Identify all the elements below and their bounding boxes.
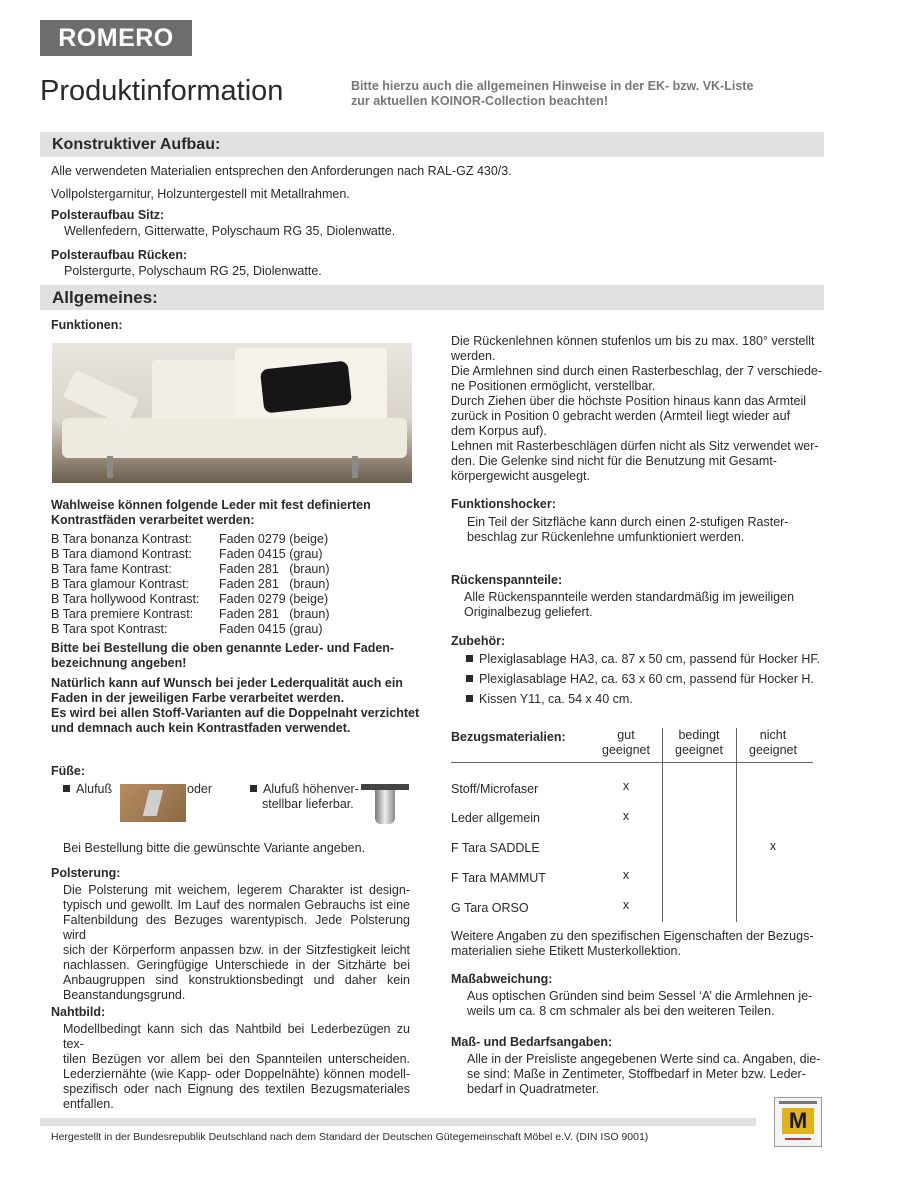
fuss-hint: Bei Bestellung bitte die gewünschte Variante angeben. xyxy=(63,841,366,855)
col-header-gut xyxy=(590,728,662,758)
rueckenspannteile-text xyxy=(464,590,794,620)
label-funktionshocker: Funktionshocker: xyxy=(451,497,556,511)
text-line: beschlag zur Rückenlehne umfunktioniert werden. xyxy=(467,530,745,544)
leder-list xyxy=(51,532,330,637)
text-polsteraufbau-ruecken: Polstergurte, Polyschaum RG 25, Diolenwatte. xyxy=(64,264,322,278)
cell-gut: x xyxy=(622,809,630,823)
header-hint xyxy=(351,79,771,109)
hint-line: zur aktuellen KOINOR-Collection beachten! xyxy=(351,94,608,108)
bullet-square-icon xyxy=(63,785,70,792)
fuss-option-2 xyxy=(250,782,359,812)
weitere-text xyxy=(451,929,814,959)
faden-value: Faden 0415 (grau) xyxy=(219,622,323,636)
text-line: Kontrastfäden verarbeitet werden: xyxy=(51,513,255,527)
sofa-image xyxy=(52,343,412,483)
text-line: bedingt xyxy=(678,728,720,742)
bestellung-hint xyxy=(51,641,394,671)
leder-name: B Tara premiere Kontrast: xyxy=(51,607,194,621)
leder-name: B Tara spot Kontrast: xyxy=(51,622,168,636)
text-line: den. Die Gelenke sind nicht für die Benutzung mit Gesamt- xyxy=(451,454,777,468)
label-polsteraufbau-ruecken: Polsteraufbau Rücken: xyxy=(51,248,188,262)
text-line: Weitere Angaben zu den spezifischen Eigenschaften der Bezugs- xyxy=(451,929,814,943)
text-line: bedarf in Quadratmeter. xyxy=(467,1082,600,1096)
label-massabweichung: Maßabweichung: xyxy=(451,972,553,986)
faden-value: Faden 281 (braun) xyxy=(219,577,330,591)
bezug-table xyxy=(451,728,823,924)
alufuss-image xyxy=(120,784,186,822)
text-line: Die Armlehnen sind durch einen Rasterbeschlag, der 7 verschiede- xyxy=(451,364,823,378)
list-item-text: Plexiglasablage HA2, ca. 63 x 60 cm, passend für Hocker H. xyxy=(479,672,814,686)
text-line: Faltenbildung des Bezuges warentypisch. Jede Polsterung wird xyxy=(63,913,410,942)
text-line: körpergewicht ausgelegt. xyxy=(451,469,590,483)
section-heading-konstruktiv: Konstruktiver Aufbau: xyxy=(40,132,824,157)
text-line: se sind: Maße in Zentimeter, Stoffbedarf in Meter bzw. Leder- xyxy=(467,1067,806,1081)
label-bedarfsangaben: Maß- und Bedarfsangaben: xyxy=(451,1035,613,1049)
text-line: Aus optischen Gründen sind beim Sessel ‘A’ die Armlehnen je- xyxy=(467,989,813,1003)
fuss-label: Alufuß xyxy=(76,782,113,796)
text-line: Modellbedingt kann sich das Nahtbild bei Lederbezügen zu tex- xyxy=(63,1022,410,1051)
text-line: geeignet xyxy=(675,743,723,757)
leder-intro xyxy=(51,498,411,528)
cell-gut: x xyxy=(622,779,630,793)
list-item xyxy=(51,592,330,607)
text-line: und demnach auch kein Kontrastfaden verwendet. xyxy=(51,721,351,735)
funktionshocker-text xyxy=(467,515,788,545)
label-nahtbild: Nahtbild: xyxy=(51,1005,106,1019)
list-item xyxy=(466,692,820,707)
list-item-text: Kissen Y11, ca. 54 x 40 cm. xyxy=(479,692,633,706)
text-line: ne Positionen ermöglicht, verstellbar. xyxy=(451,379,656,393)
label-rueckenspannteile: Rückenspannteile: xyxy=(451,573,563,587)
natuerlich-text xyxy=(51,676,419,736)
table-divider xyxy=(736,728,737,922)
list-item xyxy=(51,562,330,577)
text-line: zurück in Position 0 gebracht werden (Armteil liegt wieder auf xyxy=(451,409,791,423)
leder-name: B Tara bonanza Kontrast: xyxy=(51,532,192,546)
brand-label: ROMERO xyxy=(40,20,192,56)
text-line: Originalbezug geliefert. xyxy=(464,605,593,619)
cell-gut: x xyxy=(622,898,630,912)
col-header-nicht xyxy=(737,728,809,758)
text-line: tilen Bezügen vor allem bei den Spannteilen unterscheiden. xyxy=(63,1052,410,1066)
faden-value: Faden 0279 (beige) xyxy=(219,532,329,546)
text-line: Beanstandungsgrund. xyxy=(63,988,186,1002)
oder-text: oder xyxy=(187,782,213,796)
text-line: typisch und gewollt. Im Lauf des normalen Gebrauchs ist eine xyxy=(63,898,410,912)
table-row-label: G Tara ORSO xyxy=(451,901,529,915)
table-row-label: F Tara SADDLE xyxy=(451,841,540,855)
footer-divider xyxy=(40,1118,756,1126)
bullet-square-icon xyxy=(466,695,473,702)
text-line: entfallen. xyxy=(63,1097,114,1111)
fuss-label: Alufuß höhenver- xyxy=(263,782,359,796)
list-item xyxy=(51,622,330,637)
faden-value: Faden 0279 (beige) xyxy=(219,592,329,606)
leder-name: B Tara glamour Kontrast: xyxy=(51,577,190,591)
list-item xyxy=(51,577,330,592)
alufuss-hoehenverstellbar-image xyxy=(361,784,409,828)
text-line: weils um ca. 8 cm schmaler als bei den weiteren Teilen. xyxy=(467,1004,775,1018)
funktionen-text xyxy=(451,334,823,484)
zubehoer-list xyxy=(466,652,820,707)
text-line: Natürlich kann auf Wunsch bei jeder Lederqualität auch ein xyxy=(51,676,403,690)
text-line: werden. xyxy=(451,349,496,363)
text-line: nachlassen. Geringfügige Unterschiede in der Sitzhärte bei xyxy=(63,958,410,972)
page-title: Produktinformation xyxy=(40,75,284,107)
table-divider xyxy=(662,728,663,922)
hint-line: Bitte hierzu auch die allgemeinen Hinweise in der EK- bzw. VK-Liste xyxy=(351,79,754,93)
text-line: Anbaugruppen sind konstruktionsbedingt und daher kein xyxy=(63,973,410,987)
text-line: bezeichnung angeben! xyxy=(51,656,187,670)
text-line: Alle in der Preisliste angegebenen Werte sind ca. Angaben, die- xyxy=(467,1052,821,1066)
section-heading-allgemeines: Allgemeines: xyxy=(40,285,824,310)
label-bezugsmaterialien: Bezugsmaterialien: xyxy=(451,730,566,744)
table-divider xyxy=(451,762,813,763)
label-zubehoer: Zubehör: xyxy=(451,634,506,648)
paragraph: Vollpolstergarnitur, Holzuntergestell mit Metallrahmen. xyxy=(51,187,350,201)
bedarfsangaben-text xyxy=(467,1052,820,1097)
text-line: Alle Rückenspannteile werden standardmäßig im jeweiligen xyxy=(464,590,795,604)
cell-nicht: x xyxy=(769,839,777,853)
text-line: Ein Teil der Sitzfläche kann durch einen 2-stufigen Raster- xyxy=(467,515,789,529)
list-item xyxy=(51,532,330,547)
list-item xyxy=(51,607,330,622)
quality-seal-icon: M xyxy=(774,1097,822,1147)
text-line: Lederziernähte (wie Kapp- oder Doppelnähte) können modell- xyxy=(63,1067,410,1081)
fuss-option-1 xyxy=(63,782,112,797)
text-line: Wahlweise können folgende Leder mit fest definierten xyxy=(51,498,371,512)
text-line: materialien siehe Etikett Musterkollektion. xyxy=(451,944,681,958)
text-line: Durch Ziehen über die höchste Position hinaus kann das Armteil xyxy=(451,394,807,408)
cell-gut: x xyxy=(622,868,630,882)
text-line: Bitte bei Bestellung die oben genannte Leder- und Faden- xyxy=(51,641,395,655)
col-header-bedingt xyxy=(663,728,735,758)
list-item xyxy=(51,547,330,562)
label-polsteraufbau-sitz: Polsteraufbau Sitz: xyxy=(51,208,165,222)
text-line: Lehnen mit Rasterbeschlägen dürfen nicht als Sitz verwendet wer- xyxy=(451,439,819,453)
paragraph: Alle verwendeten Materialien entsprechen den Anforderungen nach RAL-GZ 430/3. xyxy=(51,164,512,178)
footer-text: Hergestellt in der Bundesrepublik Deutschland nach dem Standard der Deutschen Gütegemeinschaft Möbel e.V. (DIN ISO 9001) xyxy=(51,1131,649,1143)
text-polsteraufbau-sitz: Wellenfedern, Gitterwatte, Polyschaum RG 35, Diolenwatte. xyxy=(64,224,396,238)
label-fuesse: Füße: xyxy=(51,764,86,778)
faden-value: Faden 281 (braun) xyxy=(219,607,330,621)
faden-value: Faden 0415 (grau) xyxy=(219,547,323,561)
faden-value: Faden 281 (braun) xyxy=(219,562,330,576)
bullet-square-icon xyxy=(466,655,473,662)
table-row-label: Leder allgemein xyxy=(451,811,540,825)
label-funktionen: Funktionen: xyxy=(51,318,123,332)
fuss-label: stellbar lieferbar. xyxy=(262,797,354,811)
text-line: spezifisch oder nach Eignung des textilen Bezugsmateriales xyxy=(63,1082,410,1096)
text-line: geeignet xyxy=(602,743,650,757)
text-line: Die Polsterung mit weichem, legerem Charakter ist design- xyxy=(63,883,410,897)
leder-name: B Tara diamond Kontrast: xyxy=(51,547,192,561)
text-line: Die Rückenlehnen können stufenlos um bis zu max. 180° verstellt xyxy=(451,334,815,348)
text-line: sich der Körperform anpassen bzw. in der Sitzfestigkeit leicht xyxy=(63,943,410,957)
text-line: Es wird bei allen Stoff-Varianten auf die Doppelnaht verzichtet xyxy=(51,706,420,720)
table-row-label: F Tara MAMMUT xyxy=(451,871,546,885)
polsterung-text xyxy=(63,883,410,1003)
massabweichung-text xyxy=(467,989,812,1019)
text-line: gut xyxy=(617,728,635,742)
list-item xyxy=(466,672,820,687)
text-line: geeignet xyxy=(749,743,797,757)
list-item-text: Plexiglasablage HA3, ca. 87 x 50 cm, passend für Hocker HF. xyxy=(479,652,821,666)
bullet-square-icon xyxy=(250,785,257,792)
text-line: dem Korpus auf). xyxy=(451,424,547,438)
nahtbild-text xyxy=(63,1022,410,1112)
leder-name: B Tara fame Kontrast: xyxy=(51,562,172,576)
text-line: Faden in der jeweiligen Farbe verarbeitet werden. xyxy=(51,691,345,705)
text-line: nicht xyxy=(759,728,787,742)
table-row-label: Stoff/Microfaser xyxy=(451,782,539,796)
label-polsterung: Polsterung: xyxy=(51,866,121,880)
leder-name: B Tara hollywood Kontrast: xyxy=(51,592,200,606)
list-item xyxy=(466,652,820,667)
bullet-square-icon xyxy=(466,675,473,682)
